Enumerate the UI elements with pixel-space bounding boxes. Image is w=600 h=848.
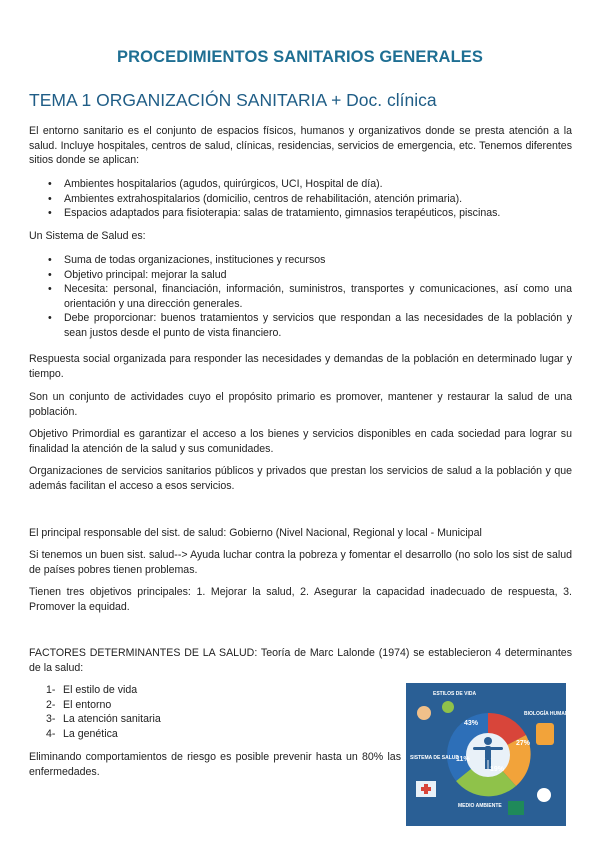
- paragraph: Organizaciones de servicios sanitarios públicos y privados que prestan los servicios de salud a la población y que además facilitan el acceso a esos servicios.: [29, 465, 572, 492]
- health-system-label: SISTEMA DE SALUD: [410, 755, 459, 761]
- list-item: 4- La genética: [46, 727, 118, 740]
- factors-list: [29, 683, 369, 741]
- health-system-percent: 11%: [456, 756, 470, 763]
- list-item: 3- La atención sanitaria: [46, 713, 161, 726]
- paragraph: Respuesta social organizada para responder las necesidades y demandas de la población en determinado lugar y tiempo.: [29, 353, 572, 380]
- lifestyle-percent: 43%: [464, 720, 479, 727]
- system-list: [29, 253, 572, 341]
- paragraph: El principal responsable del sist. de salud: Gobierno (Nivel Nacional, Regional y local - Municipal: [29, 527, 482, 539]
- factors-intro: FACTORES DETERMINANTES DE LA SALUD: Teoría de Marc Lalonde (1974) se establecieron 4 determinantes de la salud:: [29, 647, 572, 674]
- list-item: • Objetivo principal: mejorar la salud: [29, 268, 572, 283]
- environment-label: MEDIO AMBIENTE: [458, 803, 502, 809]
- intro-paragraph: El entorno sanitario es el conjunto de espacios físicos, humanos y organizativos donde se presta atención a la salud. Incluye hospitales, centros de salud, clínicas, residencias, servicios de emergencia, etc. Tenemos diferentes sitios donde se aplican:: [29, 125, 572, 167]
- paragraph: Tienen tres objetivos principales: 1. Mejorar la salud, 2. Asegurar la capacidad inadecuado de respuesta, 3. Promover la equidad.: [29, 586, 572, 613]
- paragraph: Si tenemos un buen sist. salud--> Ayuda luchar contra la pobreza y fomentar el desarrollo (no solo los sist de salud de países pobres tienen problemas.: [29, 549, 572, 576]
- lifestyle-label: ESTILOS DE VIDA: [433, 691, 477, 697]
- document-title: PROCEDIMIENTOS SANITARIOS GENERALES: [117, 48, 483, 66]
- closing-paragraph: Eliminando comportamientos de riesgo es posible prevenir hasta un 80% las enfermedades.: [29, 751, 401, 778]
- list-item: • Ambientes hospitalarios (agudos, quirúrgicos, UCI, Hospital de día).: [29, 177, 572, 192]
- biology-label: BIOLOGÍA HUMANA: [524, 711, 573, 717]
- paragraph: Objetivo Primordial es garantizar el acceso a los bienes y servicios disponibles en cada sociedad para lograr su finalidad la atención de la salud y sus comunidades.: [29, 428, 572, 455]
- list-item: • Espacios adaptados para fisioterapia: salas de tratamiento, gimnasios terapéuticos, piscinas.: [29, 206, 572, 221]
- section-heading: TEMA 1 ORGANIZACIÓN SANITARIA + Doc. clínica: [29, 90, 437, 110]
- list-item: 1- El estilo de vida: [46, 684, 138, 696]
- health-determinants-figure: [406, 683, 573, 826]
- system-label: Un Sistema de Salud es:: [29, 230, 146, 242]
- environment-percent: 19%: [490, 766, 505, 773]
- list-item: • Necesita: personal, financiación, información, suministros, transportes y comunicaciones, así como una orientación y una dirección generales.: [29, 282, 572, 311]
- paragraph: Son un conjunto de actividades cuyo el propósito primario es promover, mantener y restaurar la salud de una población.: [29, 391, 572, 418]
- list-item: • Suma de todas organizaciones, instituciones y recursos: [29, 253, 572, 268]
- sites-list: [29, 177, 572, 221]
- biology-percent: 27%: [516, 740, 531, 747]
- list-item: 2- El entorno: [46, 698, 112, 711]
- list-item: • Debe proporcionar: buenos tratamientos y servicios que respondan a las necesidades de la población y sean justos desde el punto de vista financiero.: [29, 311, 572, 340]
- list-item: • Ambientes extrahospitalarios (domicilio, centros de rehabilitación, atención primaria).: [29, 192, 572, 207]
